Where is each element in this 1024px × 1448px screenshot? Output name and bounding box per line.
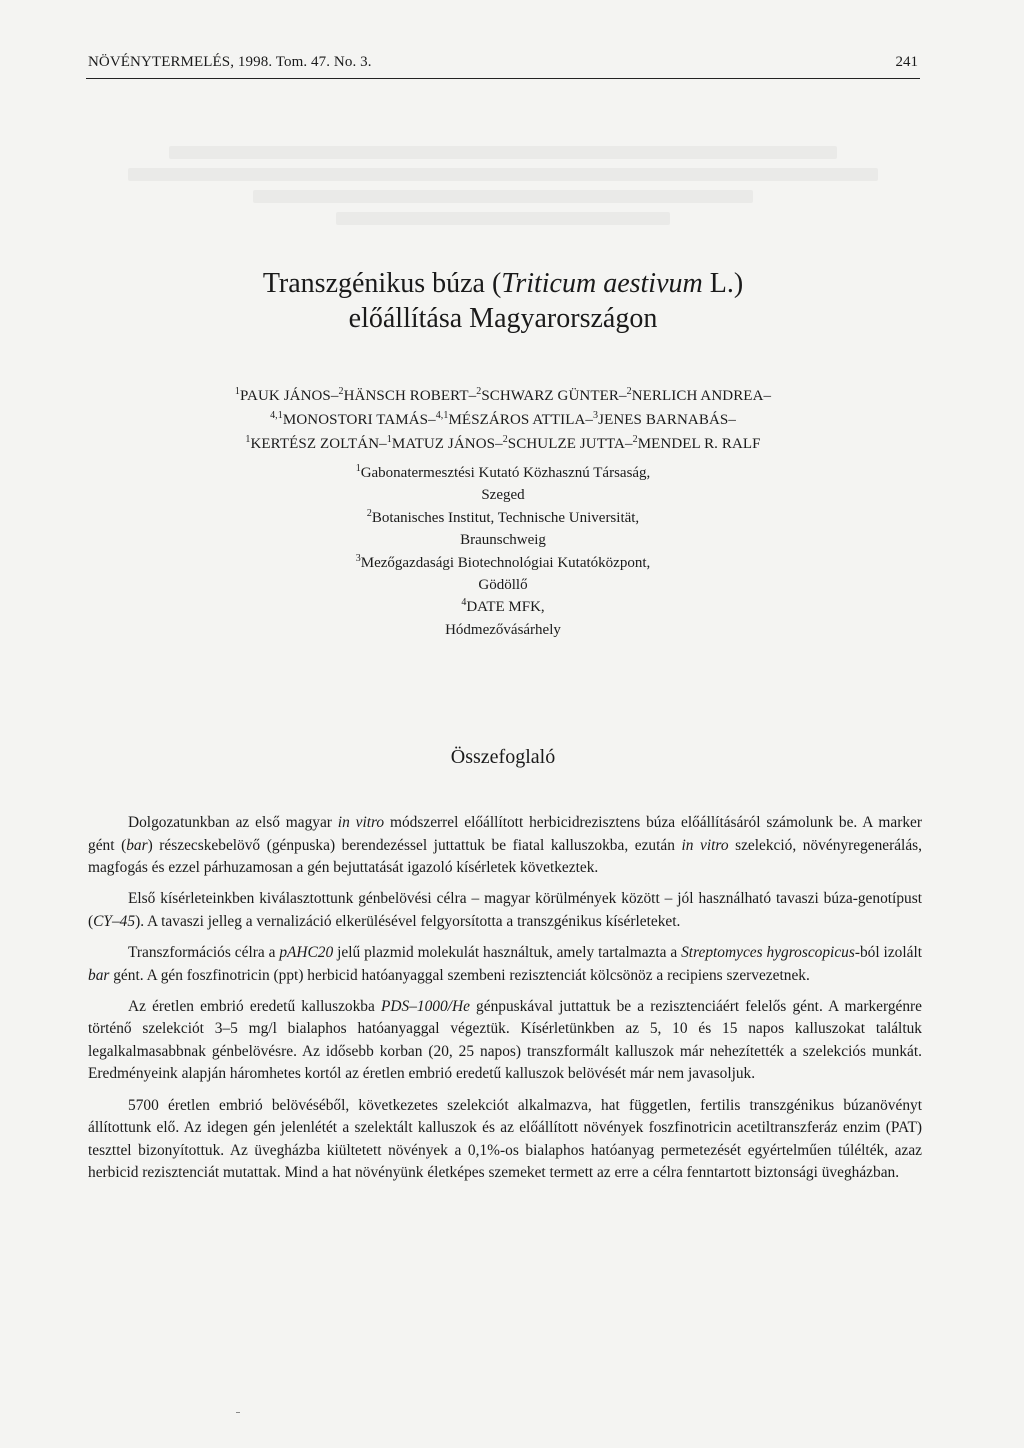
title-line-2: előállítása Magyarországon [348,303,658,334]
author-name: MENDEL R. RALF [637,436,761,452]
affiliation-name: Gabonatermesztési Kutató Közhasznú Társaság, [360,465,651,481]
text-run: ). A tavaszi jelleg a vernalizáció elkerülésével felgyorsította a transzgénikus kísérleteket. [135,912,681,930]
abstract-paragraph [88,888,922,933]
text-run: 5700 éretlen embrió belövéséből, következetes szelekciót alkalmazva, hat független, fertilis transzgénikus búzanövényt állítottunk elő. Az idegen gén jelenlétét a szelektált kalluszok és az előállított növények foszfinotricin acetiltranszferáz enzim (PAT) teszttel bizonyítottuk. Az üvegházba kiültetett növények a 0,1%-os bialaphos hatóanyag permetezését egyértelműen túlélték, azaz herbicid rezisztenciát mutattak. Mind a hat növényünk életképes szemeket termett az erre a célra fenntartott biztonsági üvegházban. [88,1096,922,1182]
text-run: Az éretlen embrió eredetű kalluszokba [128,997,381,1015]
affiliation-number: 2 [366,507,372,519]
author-affiliation-mark: 4,1 [270,410,283,421]
author-name: KERTÉSZ ZOLTÁN– [250,436,387,452]
affiliation-city: Hódmezővásárhely [445,621,561,638]
journal-citation: NÖVÉNYTERMELÉS, 1998. Tom. 47. No. 3. [88,54,372,70]
text-run: szelekció, növényregenerálás, magfogás és ezzel párhuzamosan a gén bejuttatását igazoló kísérletek következtek. [88,836,922,877]
scan-speck [236,1412,240,1413]
article-title [86,266,920,336]
author-affiliation-mark: 2 [502,434,508,445]
abstract-paragraph [88,996,922,1086]
author-affiliation-mark: 2 [632,434,638,445]
affiliation-institution [86,596,920,618]
italic-term: in vitro [681,836,729,854]
affiliation-city: Braunschweig [460,532,546,549]
author-affiliation-mark: 2 [626,386,632,397]
text-run: ) részecskebelövő (génpuska) berendezéssel juttattuk be fiatal kalluszokba, ezután [147,836,682,854]
text-run: Dolgozatunkban az első magyar [128,814,338,831]
text-run: módszerrel előállított herbicidrezisztens búza előállításáról számolunk be. A marker gént ( [88,814,922,854]
affiliation-institution [86,552,920,574]
affiliation-name: Botanisches Institut, Technische Universität, [371,509,640,526]
author-name: SCHWARZ GÜNTER– [481,388,627,404]
text-run: -ból izolált [854,943,923,961]
affiliation-name: DATE MFK, [466,599,545,616]
title-text-a: Transzgénikus búza ( [262,268,502,299]
title-latin-name: Triticum aestivum [501,268,703,299]
affiliation-number: 1 [355,463,361,474]
author-list [86,384,920,456]
italic-term: in vitro [337,814,385,831]
author-name: MONOSTORI TAMÁS– [282,412,436,428]
author-affiliation-mark: 4,1 [435,410,449,421]
author-affiliation-mark: 1 [234,386,240,397]
italic-term: bar [126,836,148,854]
reverse-side-bleed-through [86,100,920,234]
affiliation-city: Gödöllő [478,577,528,594]
author-name: PAUK JÁNOS– [239,388,339,404]
abstract-paragraph [88,812,922,880]
author-affiliation-mark: 3 [593,410,599,421]
author-affiliation-mark: 1 [245,434,251,445]
affiliation-list [86,462,920,641]
text-run: Első kísérleteinkben kiválasztottunk génbelövési célra – magyar körülmények között – jól használható tavaszi búza-genotípust ( [88,890,922,930]
author-name: SCHULZE JUTTA– [507,436,633,452]
author-line [86,408,920,432]
author-affiliation-mark: 1 [386,434,392,445]
text-run: Transzformációs célra a [128,943,280,961]
italic-term: Streptomyces hygroscopicus [681,943,855,961]
section-heading: Összefoglaló [450,746,556,768]
affiliation-institution [86,507,920,529]
author-name: JENES BARNABÁS– [598,412,736,428]
author-affiliation-mark: 2 [338,386,344,397]
abstract-body [88,812,922,1193]
affiliation-number: 3 [355,552,361,564]
author-affiliation-mark: 2 [476,386,482,397]
title-line-1 [86,266,920,301]
italic-term: bar [88,966,110,984]
text-run: génpuskával juttattuk be a rezisztenciáért felelős gént. A markergénre történő szelekciót 3–5 mg/l bialaphos hatóanyaggal végeztük. Kísérletünkben az 5, 10 és 15 napos kalluszokat találtuk legalkalmasabbnak génbelövésre. Az idősebb korban (20, 25 napos) transzformált kalluszok már nehezítették a szelekciós munkát. Eredményeink alapján háromhetes kortól az éretlen embrió eredetű kalluszok belövését már nem javasoljuk. [88,997,922,1083]
affiliation-number: 4 [461,597,467,609]
abstract-paragraph [88,1095,922,1185]
affiliation-name: Mezőgazdasági Biotechnológiai Kutatóközpont, [360,554,651,571]
abstract-paragraph [88,942,922,987]
author-name: HÄNSCH ROBERT– [343,388,477,404]
title-text-b: L.) [702,268,744,299]
text-run: gént. A gén foszfinotricin (ppt) herbicid hatóanyaggal szembeni rezisztenciát kölcsönöz a recipiens szervezetnek. [109,966,810,984]
affiliation-city: Szeged [481,487,525,504]
author-name: MÉSZÁROS ATTILA– [448,412,594,428]
author-name: MATUZ JÁNOS– [391,436,503,452]
italic-term: pAHC20 [279,943,334,961]
author-line [86,432,920,456]
author-name: NERLICH ANDREA– [631,388,772,404]
affiliation-institution [86,462,920,484]
running-head [86,50,920,79]
author-line [86,384,920,408]
italic-term: CY–45 [93,912,136,930]
text-run: jelű plazmid molekulát használtuk, amely tartalmazta a [333,943,682,961]
page-number: 241 [895,54,918,70]
italic-term: PDS–1000/He [380,997,470,1015]
